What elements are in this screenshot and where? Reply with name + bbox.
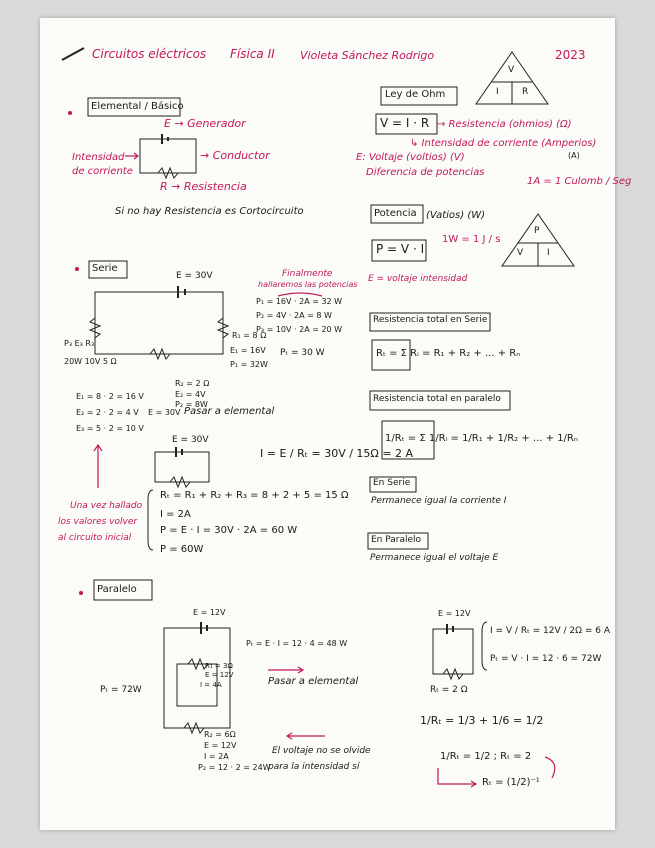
paralelo-heading: Paralelo (97, 584, 137, 595)
potencia-labels: E = voltaje intensidad (368, 274, 468, 284)
paralelo-e12b: E = 12V (438, 609, 471, 618)
serie-eq2: E₂ = 2 · 2 = 4 V (76, 408, 139, 417)
serie-side1: Una vez hallado (70, 501, 143, 511)
serie-p2b: P₂ = 8W (175, 400, 208, 409)
ohm-v-desc2: Diferencia de potencias (366, 167, 485, 178)
serie-p-eq: P = E · I = 30V · 2A = 60 W (160, 525, 298, 536)
serie-side3: al circuito inicial (58, 533, 132, 543)
paralelo-e1: E = 12V (205, 671, 234, 679)
paralelo-i-eq: I = V / Rₜ = 12V / 2Ω = 6 A (490, 626, 610, 636)
serie-e30b: E = 30V (172, 435, 209, 445)
resist-en-serie-desc: Permanece igual la corriente I (371, 496, 507, 506)
serie-p60: P = 60W (160, 544, 204, 555)
paralelo-p2: P₂ = 12 · 2 = 24W (198, 763, 271, 772)
paralelo-i2: I = 2A (204, 752, 229, 761)
paralelo-pt-eq2: Pₜ = V · I = 12 · 6 = 72W (490, 654, 602, 664)
resist-par-eq: 1/Rₜ = Σ 1/Rᵢ = 1/R₁ + 1/R₂ + ... + 1/Rₙ (385, 433, 578, 444)
paralelo-e12: E = 12V (193, 608, 226, 617)
resist-serie-title: Resistencia total en Serie (373, 315, 488, 325)
ohm-r-desc: → Resistencia (ohmios) (Ω) (437, 119, 572, 130)
resist-par-title: Resistencia total en paralelo (373, 394, 501, 404)
resist-en-serie: En Serie (373, 478, 411, 488)
paralelo-rt2: Rₜ = 2 Ω (430, 685, 468, 695)
paralelo-i1: I = 4A (200, 681, 222, 689)
pot-tri-right: I (547, 248, 550, 258)
paralelo-pasar: Pasar a elemental (268, 676, 359, 687)
potencia-title: Potencia (374, 208, 417, 219)
paralelo-par-calc2: 1/Rₜ = 1/2 ; Rₜ = 2 (440, 751, 532, 762)
serie-e2: E₂ = 4V (175, 390, 206, 399)
serie-p1: P₁ = 16V · 2A = 32 W (256, 297, 343, 306)
paralelo-note1: El voltaje no se olvide (272, 746, 371, 756)
header-subject: Física II (230, 47, 275, 61)
ohm-title: Ley de Ohm (385, 89, 446, 100)
ohm-i-desc: ↳ Intensidad de corriente (Amperios) (410, 138, 597, 149)
serie-p3: P₃ = 10V · 2A = 20 W (256, 325, 343, 334)
serie-e1: E₁ = 16V (230, 346, 266, 355)
paralelo-r1: R₁ = 3Ω (205, 662, 233, 670)
serie-pt: Pₜ = 30 W (280, 348, 325, 358)
paralelo-pt72: Pₜ = 72W (100, 685, 142, 695)
serie-note2: hallaremos las potencias (258, 280, 358, 289)
ohm-v-desc: E: Voltaje (voltios) (V) (356, 152, 465, 163)
elemental-note: Si no hay Resistencia es Cortocircuito (115, 206, 304, 217)
paralelo-par-calc3: Rₜ = (1/2)⁻¹ (482, 777, 540, 788)
resist-serie-eq: Rₜ = Σ Rᵢ = R₁ + R₂ + ... + Rₙ (376, 348, 521, 359)
serie-r2: R₂ = 2 Ω (175, 379, 210, 388)
elemental-de-corriente: de corriente (72, 166, 133, 177)
potencia-watt-def: 1W = 1 J / s (442, 234, 501, 245)
elemental-r-label: R → Resistencia (160, 180, 247, 193)
ohm-amp-def: 1A = 1 Culomb / Seg (527, 176, 632, 187)
serie-p1b: P₁ = 32W (230, 360, 268, 369)
serie-eq3: E₃ = 5 · 2 = 10 V (76, 424, 144, 433)
paralelo-e2: E = 12V (204, 741, 237, 750)
header-year: 2023 (555, 48, 586, 62)
ohm-tri-top: V (508, 65, 515, 75)
ohm-eq: V = I · R (380, 116, 430, 130)
resist-en-par-desc: Permanece igual el voltaje E (370, 553, 499, 563)
serie-p2: P₂ = 4V · 2A = 8 W (256, 311, 332, 320)
serie-e-val: E = 30V (176, 271, 213, 281)
elemental-heading: Elemental / Básico (91, 101, 184, 112)
paralelo-r2: R₂ = 6Ω (204, 730, 236, 739)
header-author: Violeta Sánchez Rodrigo (300, 49, 435, 62)
serie-left-r3: P₃ E₃ R₃ (64, 339, 95, 348)
elemental-conductor: → Conductor (200, 149, 270, 162)
serie-left-vals: 20W 10V 5 Ω (64, 357, 117, 366)
pot-tri-left: V (517, 248, 524, 258)
paralelo-par-calc: 1/Rₜ = 1/3 + 1/6 = 1/2 (420, 714, 544, 727)
serie-heading: Serie (92, 263, 118, 274)
paralelo-note2: para la intensidad sí (268, 762, 360, 772)
serie-pasar: Pasar a elemental (184, 406, 275, 417)
serie-r1: R₁ = 8 Ω (232, 331, 267, 340)
paralelo-pt-eq: Pₜ = E · I = 12 · 4 = 48 W (246, 639, 348, 648)
serie-rt: Rₜ = R₁ + R₂ + R₃ = 8 + 2 + 5 = 15 Ω (160, 490, 349, 501)
elemental-e-label: E → Generador (164, 117, 246, 130)
ohm-tri-right: R (522, 87, 529, 97)
serie-side2: los valores volver (58, 517, 138, 527)
potencia-unit: (Vatios) (W) (426, 210, 486, 221)
serie-i-eq: I = E / Rₜ = 30V / 15Ω = 2 A (260, 447, 414, 460)
elemental-intensidad: Intensidad (72, 152, 125, 163)
serie-i2: I = 2A (160, 509, 191, 520)
header-title: Circuitos eléctricos (92, 47, 207, 61)
pot-tri-top: P (534, 226, 540, 236)
resist-en-par: En Paralelo (371, 535, 422, 545)
serie-eq1: E₁ = 8 · 2 = 16 V (76, 392, 144, 401)
potencia-eq: P = V · I (376, 242, 425, 256)
serie-e30: E = 30V (148, 408, 181, 417)
ohm-a-unit: (A) (568, 151, 580, 160)
serie-note1: Finalmente (282, 269, 333, 279)
ohm-tri-left: I (496, 87, 499, 97)
